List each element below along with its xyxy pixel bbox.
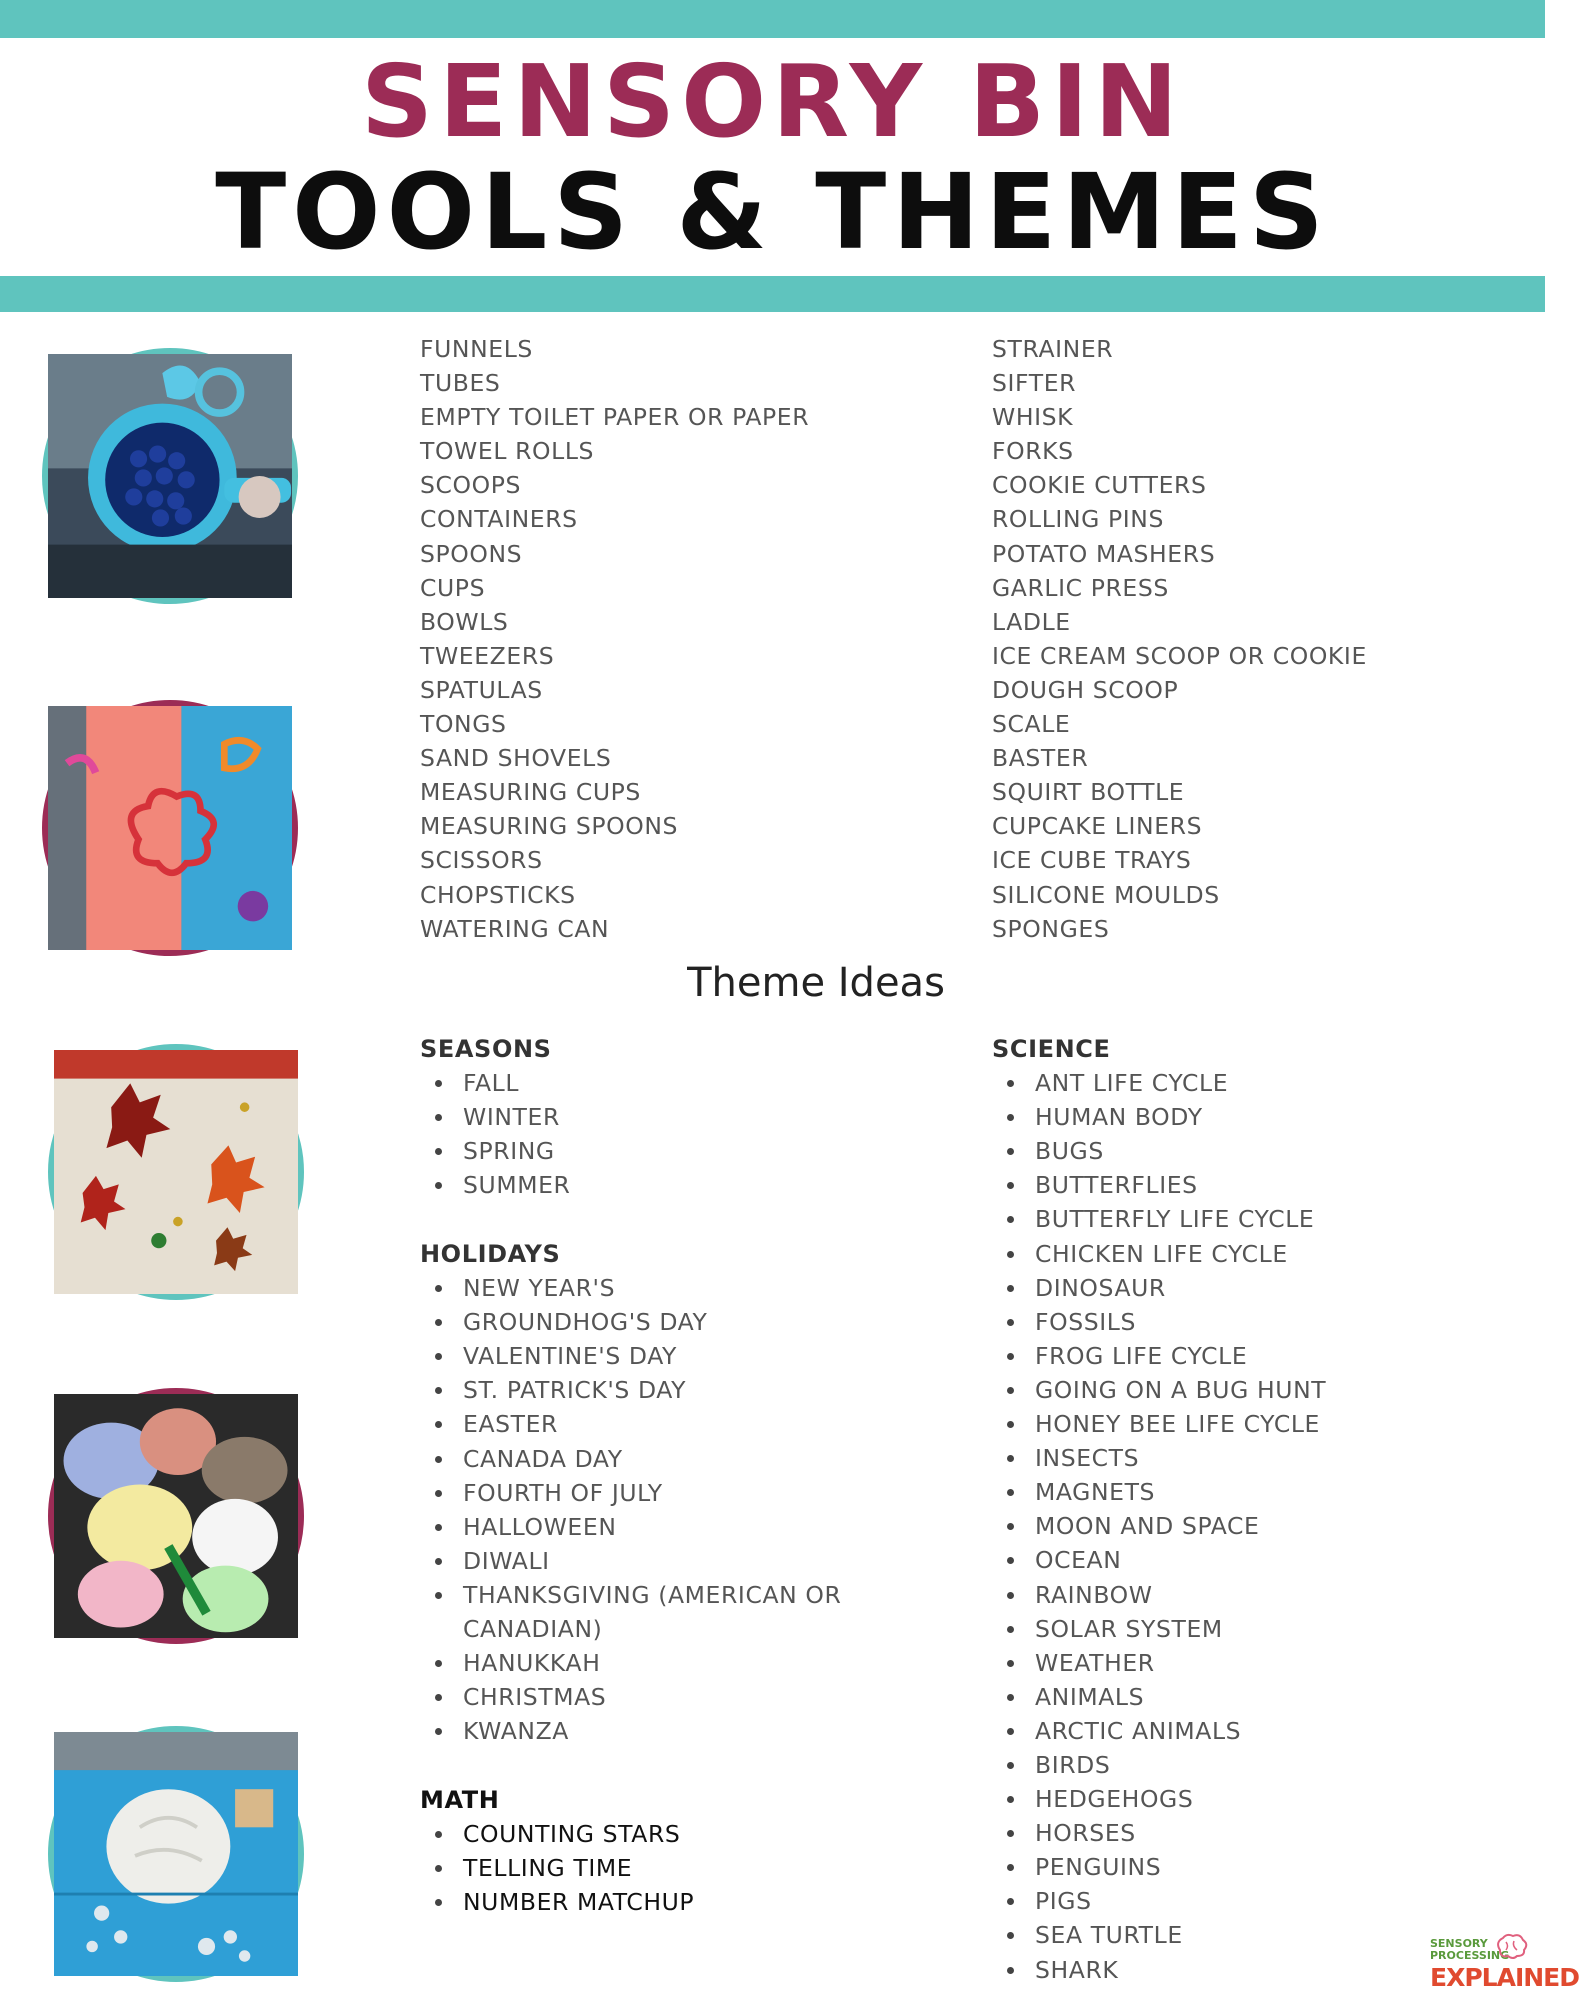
- title-line-2: TOOLS & THEMES: [215, 151, 1330, 273]
- tool-item: SQUIRT BOTTLE: [992, 778, 1185, 807]
- sensory-processing-explained-logo: [1428, 1934, 1579, 1994]
- theme-ideas-heading: Theme Ideas: [687, 960, 945, 1006]
- science-item: DINOSAUR: [992, 1271, 1326, 1305]
- photo-colored-foam: [48, 1388, 304, 1644]
- holiday-item: GROUNDHOG'S DAY: [420, 1305, 903, 1339]
- science-item: GOING ON A BUG HUNT: [992, 1373, 1326, 1407]
- science-item: FROG LIFE CYCLE: [992, 1339, 1326, 1373]
- tool-item: SCOOPS: [420, 471, 522, 500]
- science-heading: SCIENCE: [992, 1035, 1111, 1063]
- tool-item: ICE CREAM SCOOP OR COOKIE: [992, 641, 1367, 670]
- tool-item: COOKIE CUTTERS: [992, 471, 1207, 500]
- math-group: [420, 1783, 694, 1919]
- tool-item: CUPS: [420, 573, 486, 602]
- science-item: BUTTERFLIES: [992, 1168, 1326, 1202]
- photo-colored-sand-cookie-cutter: [42, 700, 298, 956]
- tool-item: TWEEZERS: [420, 641, 555, 670]
- holidays-list: [420, 1271, 903, 1748]
- tool-item: TONGS: [420, 710, 507, 739]
- photo-water-beads-measuring-cup: [42, 348, 298, 604]
- tool-item: WATERING CAN: [420, 914, 610, 943]
- logo-line-1: SENSORY: [1430, 1937, 1488, 1950]
- tool-item: POTATO MASHERS: [992, 539, 1216, 568]
- holidays-heading: HOLIDAYS: [420, 1240, 561, 1268]
- tools-list-right: [992, 332, 1367, 946]
- tool-item: SCALE: [992, 710, 1071, 739]
- holiday-item: DIWALI: [420, 1544, 903, 1578]
- tool-item: MEASURING SPOONS: [420, 812, 679, 841]
- tool-item: BOWLS: [420, 607, 509, 636]
- math-item: TELLING TIME: [420, 1851, 694, 1885]
- tool-item: LADLE: [992, 607, 1071, 636]
- science-item: HONEY BEE LIFE CYCLE: [992, 1407, 1326, 1441]
- tool-item: SAND SHOVELS: [420, 744, 612, 773]
- science-item: HUMAN BODY: [992, 1100, 1326, 1134]
- season-item: WINTER: [420, 1100, 570, 1134]
- season-item: SPRING: [420, 1134, 570, 1168]
- math-item: NUMBER MATCHUP: [420, 1885, 694, 1919]
- tool-item: FUNNELS: [420, 335, 533, 363]
- tool-item: ROLLING PINS: [992, 505, 1164, 534]
- tool-item: CHOPSTICKS: [420, 880, 576, 909]
- holiday-item: FOURTH OF JULY: [420, 1476, 903, 1510]
- season-item: FALL: [420, 1066, 570, 1100]
- tool-item: SPONGES: [992, 914, 1110, 943]
- tool-item: SIFTER: [992, 369, 1077, 398]
- logo-line-2: PROCESSING: [1430, 1949, 1510, 1962]
- tool-item: DOUGH SCOOP: [992, 675, 1179, 704]
- science-item: WEATHER: [992, 1646, 1326, 1680]
- water-beads-image: [48, 354, 292, 598]
- tool-item: GARLIC PRESS: [992, 573, 1169, 602]
- brain-icon: [1494, 1934, 1528, 1962]
- photo-fall-leaves-sand: [48, 1044, 304, 1300]
- science-item: RAINBOW: [992, 1578, 1326, 1612]
- seasons-heading: SEASONS: [420, 1035, 552, 1063]
- science-item: CHICKEN LIFE CYCLE: [992, 1237, 1326, 1271]
- colored-foam-image: [54, 1394, 298, 1638]
- tool-item: TUBES: [420, 369, 501, 398]
- science-item: OCEAN: [992, 1543, 1326, 1577]
- tool-item: MEASURING CUPS: [420, 778, 641, 807]
- tool-item: CUPCAKE LINERS: [992, 812, 1203, 841]
- science-item: ARCTIC ANIMALS: [992, 1714, 1326, 1748]
- tools-list-left: [420, 332, 809, 946]
- tool-item: SCISSORS: [420, 846, 543, 875]
- tool-item: EMPTY TOILET PAPER OR PAPER: [420, 403, 810, 432]
- holiday-item: VALENTINE'S DAY: [420, 1339, 903, 1373]
- math-heading: MATH: [420, 1786, 500, 1814]
- science-item: INSECTS: [992, 1441, 1326, 1475]
- tool-item: TOWEL ROLLS: [420, 437, 595, 466]
- science-item: BUGS: [992, 1134, 1326, 1168]
- science-item: FOSSILS: [992, 1305, 1326, 1339]
- science-item: BIRDS: [992, 1748, 1326, 1782]
- holidays-group: [420, 1237, 903, 1748]
- science-item: PIGS: [992, 1884, 1326, 1918]
- tool-item: BASTER: [992, 744, 1089, 773]
- holiday-item: CANADA DAY: [420, 1442, 903, 1476]
- science-item: HORSES: [992, 1816, 1326, 1850]
- science-list: [992, 1066, 1326, 1987]
- science-item: MOON AND SPACE: [992, 1509, 1326, 1543]
- science-item: ANIMALS: [992, 1680, 1326, 1714]
- science-item: PENGUINS: [992, 1850, 1326, 1884]
- fall-leaves-image: [54, 1050, 298, 1294]
- photo-playdough-snowflakes: [48, 1726, 304, 1982]
- playdough-image: [54, 1732, 298, 1976]
- holiday-item: ST. PATRICK'S DAY: [420, 1373, 903, 1407]
- science-item: HEDGEHOGS: [992, 1782, 1326, 1816]
- holiday-item: KWANZA: [420, 1714, 903, 1748]
- tool-item: ICE CUBE TRAYS: [992, 846, 1192, 875]
- holiday-item: EASTER: [420, 1407, 903, 1441]
- title-line-1: SENSORY BIN: [361, 43, 1184, 160]
- top-teal-band: [0, 0, 1545, 38]
- science-group: [992, 1032, 1326, 1987]
- science-item: ANT LIFE CYCLE: [992, 1066, 1326, 1100]
- logo-line-3: EXPLAINED: [1430, 1963, 1579, 1992]
- science-item: BUTTERFLY LIFE CYCLE: [992, 1202, 1326, 1236]
- tool-item: STRAINER: [992, 335, 1114, 363]
- colored-sand-image: [48, 706, 292, 950]
- science-item: SHARK: [992, 1953, 1326, 1987]
- holiday-item: NEW YEAR'S: [420, 1271, 903, 1305]
- holiday-item: HANUKKAH: [420, 1646, 903, 1680]
- science-item: SOLAR SYSTEM: [992, 1612, 1326, 1646]
- math-list: [420, 1817, 694, 1919]
- holiday-item: THANKSGIVING (AMERICAN OR CANADIAN): [420, 1578, 903, 1646]
- tool-item: SPATULAS: [420, 675, 543, 704]
- season-item: SUMMER: [420, 1168, 570, 1202]
- tool-item: CONTAINERS: [420, 505, 578, 534]
- science-item: SEA TURTLE: [992, 1918, 1326, 1952]
- holiday-item: CHRISTMAS: [420, 1680, 903, 1714]
- tool-item: WHISK: [992, 403, 1074, 432]
- tool-item: SILICONE MOULDS: [992, 880, 1220, 909]
- tool-item: FORKS: [992, 437, 1074, 466]
- science-item: MAGNETS: [992, 1475, 1326, 1509]
- math-item: COUNTING STARS: [420, 1817, 694, 1851]
- holiday-item: HALLOWEEN: [420, 1510, 903, 1544]
- seasons-group: [420, 1032, 570, 1202]
- header-divider-band: [0, 276, 1545, 312]
- tool-item: SPOONS: [420, 539, 523, 568]
- seasons-list: [420, 1066, 570, 1202]
